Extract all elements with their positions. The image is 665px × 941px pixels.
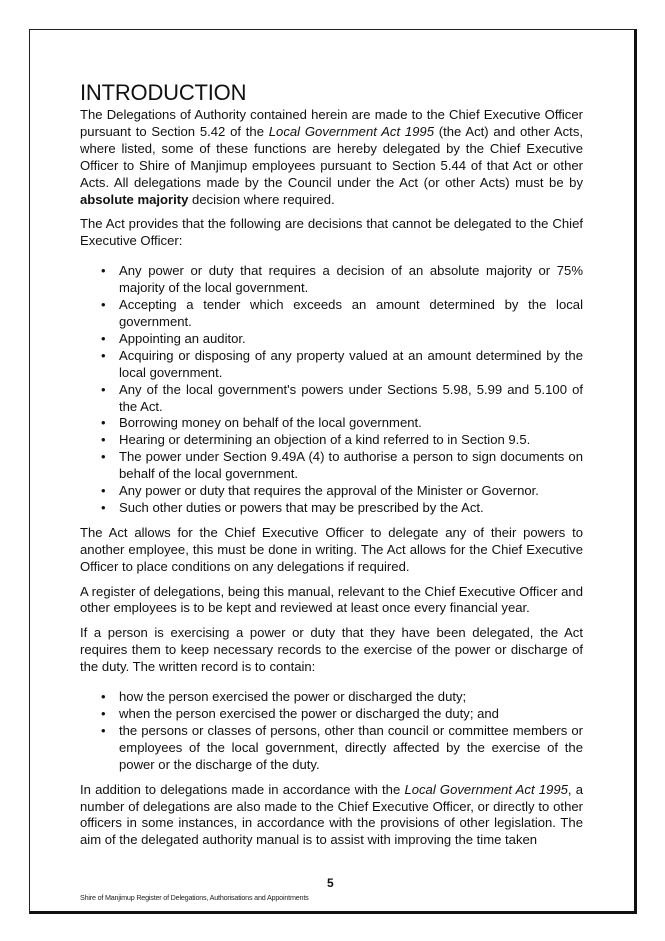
- bullet-icon: •: [101, 689, 106, 705]
- list-item: [80, 483, 583, 500]
- list-item: [80, 449, 583, 483]
- list-item: [80, 415, 583, 432]
- act-title-italic: Local Government Act 1995: [268, 123, 434, 139]
- page-title: INTRODUCTION: [80, 80, 247, 105]
- bullet-icon: •: [101, 263, 106, 279]
- bullet-icon: •: [101, 381, 106, 397]
- bullet-icon: •: [101, 347, 106, 363]
- list-item-text: how the person exercised the power or discharged the duty;: [119, 689, 467, 705]
- ceo-delegation-paragraph: The Act allows for the Chief Executive Officer to delegate any of their powers to another employee, this must be done in writing. The Act allows for the Chief Executive Officer to place conditions on any delegations if required.: [80, 524, 583, 574]
- non-delegable-decisions-list: [80, 263, 583, 517]
- text-run: The Delegations of Authority contained herein are made to the Chief Executive Officer pursuant to Section 5.42 of the: [80, 107, 583, 139]
- bullet-icon: •: [101, 499, 106, 515]
- list-item: [80, 500, 583, 517]
- list-item-text: Accepting a tender which exceeds an amount determined by the local government.: [119, 297, 583, 329]
- list-item: [80, 297, 583, 331]
- non-delegable-intro-paragraph: The Act provides that the following are decisions that cannot be delegated to the Chief Executive Officer:: [80, 216, 583, 249]
- list-item-text: Acquiring or disposing of any property valued at an amount determined by the local government.: [119, 347, 583, 380]
- text-run: In addition to delegations made in accordance with the: [80, 781, 405, 797]
- record-keeping-paragraph: If a person is exercising a power or duty that they have been delegated, the Act requires them to keep necessary records to the exercise of the power or discharge of the duty. The written record is to contain:: [80, 625, 583, 675]
- bullet-icon: •: [101, 297, 106, 313]
- bullet-icon: •: [101, 432, 106, 448]
- text-run: , a number of delegations are also made to the Chief Executive Officer, or directly to other officers in some instances, in accordance with the provisions of other legislation. The aim of the delegated authority manual is to assist with improving the time taken: [80, 781, 583, 848]
- list-item-text: when the person exercised the power or discharged the duty; and: [119, 706, 499, 721]
- list-item: [80, 723, 583, 774]
- other-legislation-paragraph: [80, 782, 583, 850]
- footer-document-title: Shire of Manjimup Register of Delegations, Authorisations and Appointments: [80, 893, 309, 902]
- list-item-text: Such other duties or powers that may be prescribed by the Act.: [119, 499, 484, 515]
- bullet-icon: •: [101, 722, 106, 738]
- bullet-icon: •: [101, 483, 106, 499]
- bullet-icon: •: [101, 415, 106, 431]
- list-item: [80, 432, 583, 449]
- register-paragraph: A register of delegations, being this manual, relevant to the Chief Executive Officer and other employees is to be kept and reviewed at least once every financial year.: [80, 583, 583, 616]
- intro-paragraph: [80, 107, 583, 208]
- list-item: [80, 263, 583, 297]
- list-item-text: Borrowing money on behalf of the local government.: [119, 415, 422, 431]
- act-title-italic: Local Government Act 1995: [404, 781, 568, 797]
- text-run: decision where required.: [188, 191, 335, 207]
- list-item: [80, 348, 583, 382]
- list-item: [80, 331, 583, 348]
- absolute-majority-bold: absolute majority: [80, 191, 189, 207]
- list-item-text: the persons or classes of persons, other than council or committee members or employees of the local government, directly affected by the exercise of the power or the discharge of the duty.: [119, 722, 583, 772]
- bullet-icon: •: [101, 330, 106, 346]
- list-item-text: The power under Section 9.49A (4) to authorise a person to sign documents on behalf of the local government.: [119, 449, 583, 482]
- text-run: (the Act) and other Acts, where listed, some of these functions are hereby delegated by the Chief Executive Officer to Shire of Manjimup employees pursuant to Section 5.44 of that Act or other Acts. All delegations made by the Council under the Act (or other Acts) must be by: [80, 123, 584, 190]
- bullet-icon: •: [101, 706, 106, 721]
- list-item: [80, 689, 583, 706]
- list-item-text: Any power or duty that requires a decision of an absolute majority or 75% majority of the local government.: [119, 263, 583, 296]
- document-body: [80, 80, 583, 857]
- list-item-text: Any of the local government's powers under Sections 5.98, 5.99 and 5.100 of the Act.: [119, 381, 583, 414]
- list-item-text: Any power or duty that requires the approval of the Minister or Governor.: [119, 483, 539, 499]
- list-item: [80, 382, 583, 416]
- list-item-text: Appointing an auditor.: [119, 330, 246, 346]
- page-number: 5: [327, 876, 334, 890]
- bullet-icon: •: [101, 449, 106, 465]
- list-item: [80, 706, 583, 723]
- written-record-list: [80, 689, 583, 774]
- list-item-text: Hearing or determining an objection of a kind referred to in Section 9.5.: [119, 432, 531, 448]
